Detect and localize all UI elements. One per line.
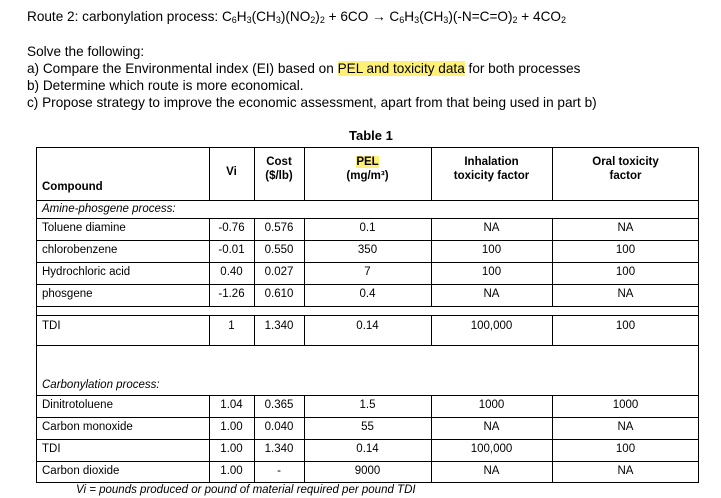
header-inh-line1: Inhalation xyxy=(464,156,519,168)
table-cell-compound: Hydrochloric acid xyxy=(42,266,131,278)
data-table xyxy=(36,147,699,486)
table-cell-compound: Toluene diamine xyxy=(42,222,126,234)
question-a-end: for both processes xyxy=(464,61,581,76)
header-cost-line1: Cost xyxy=(266,156,292,168)
table-cell-cost: 0.550 xyxy=(264,244,294,256)
table-cell-vi: 1.00 xyxy=(220,465,243,477)
table-cell-cost: 1.340 xyxy=(264,443,294,455)
table-cell-vi: -0.76 xyxy=(218,222,245,234)
table-cell-inh: 100 xyxy=(481,244,502,256)
table-cell-oral: 100 xyxy=(615,266,636,278)
table-cell-vi: 0.40 xyxy=(220,266,243,278)
table-cell-pel: 350 xyxy=(357,244,378,256)
row-line xyxy=(36,240,699,241)
table-cell-vi: 1.00 xyxy=(220,421,243,433)
row-line xyxy=(36,306,699,307)
table-cell-vi: 1.04 xyxy=(220,399,243,411)
table-cell-compound: Carbon dioxide xyxy=(42,465,120,477)
header-inh-line2: toxicity factor xyxy=(453,170,530,182)
table-cell-oral: NA xyxy=(617,421,634,433)
table-cell-cost: 0.027 xyxy=(264,266,294,278)
table-cell-cost: 0.576 xyxy=(264,222,294,234)
table-cell-inh: 100,000 xyxy=(470,443,513,455)
table-cell-pel: 0.4 xyxy=(359,288,376,300)
table-cell-inh: NA xyxy=(483,288,500,300)
row-line xyxy=(36,461,699,462)
table-cell-cost: - xyxy=(277,465,281,477)
table-cell-pel: 7 xyxy=(364,266,371,278)
table-cell-vi: -1.26 xyxy=(218,288,245,300)
header-oral xyxy=(552,155,699,183)
table-cell-compound: Dinitrotoluene xyxy=(42,399,113,411)
header-oral-line2: factor xyxy=(609,170,642,182)
question-a xyxy=(27,61,580,76)
row-line xyxy=(36,262,699,263)
table-cell-oral: NA xyxy=(617,288,634,300)
row-line xyxy=(36,200,699,201)
row-line xyxy=(36,218,699,219)
table-cell-oral: NA xyxy=(617,465,634,477)
table-cell-inh: NA xyxy=(483,222,500,234)
header-pel-line2: (mg/m³) xyxy=(346,170,389,182)
row-line xyxy=(36,345,699,346)
table-cell-inh: 100,000 xyxy=(470,320,513,332)
table-cell-vi: 1.00 xyxy=(220,443,243,455)
question-a-text: a) Compare the Environmental index (EI) based on xyxy=(27,61,338,76)
table-cell-cost: 0.365 xyxy=(264,399,294,411)
header-oral-line1: Oral toxicity xyxy=(592,156,659,168)
footnote: Vi = pounds produced or pound of material required per pound TDI xyxy=(76,484,416,496)
table-cell-inh: 100 xyxy=(481,266,502,278)
table-cell-inh: 1000 xyxy=(478,399,505,411)
header-cost-line2: ($/lb) xyxy=(265,170,293,182)
table-cell-vi: -0.01 xyxy=(218,244,245,256)
header-vi: Vi xyxy=(226,166,237,178)
question-c: c) Propose strategy to improve the economic assessment, apart from that being used in part b) xyxy=(27,95,597,110)
header-cost xyxy=(254,155,304,183)
row-line xyxy=(36,439,699,440)
table-cell-pel: 55 xyxy=(361,421,374,433)
table-cell-pel: 9000 xyxy=(354,465,381,477)
table-cell-cost: 1.340 xyxy=(264,320,294,332)
table-cell-inh: NA xyxy=(483,465,500,477)
table-cell-compound: Carbon monoxide xyxy=(42,421,133,433)
table-cell-compound: TDI xyxy=(42,443,61,455)
table-cell-compound: phosgene xyxy=(42,288,93,300)
header-inhalation xyxy=(431,155,552,183)
row-line xyxy=(36,417,699,418)
table-cell-cost: 0.040 xyxy=(264,421,294,433)
table-caption: Table 1 xyxy=(349,128,393,143)
section-carbonylation: Carbonylation process: xyxy=(42,379,160,391)
row-line xyxy=(36,395,699,396)
route-line: Route 2: carbonylation process: $C_6H_3(CH_3)(NO_2)_2 + 6CO \to C_6H_3(CH_3)(-N=C=O)_2 + 4CO_2$ xyxy=(27,9,566,25)
route-prefix: Route 2: carbonylation process: C xyxy=(27,9,232,24)
table-cell-inh: NA xyxy=(483,421,500,433)
table-cell-oral: 100 xyxy=(615,244,636,256)
table-cell-vi: 1 xyxy=(228,320,235,332)
table-cell-pel: 1.5 xyxy=(359,399,376,411)
table-cell-oral: 100 xyxy=(615,443,636,455)
table-cell-compound: TDI xyxy=(42,320,61,332)
table-cell-oral: 100 xyxy=(615,320,636,332)
table-cell-compound: chlorobenzene xyxy=(42,244,118,256)
table-cell-cost: 0.610 xyxy=(264,288,294,300)
header-pel-line1: PEL xyxy=(356,156,379,168)
highlighted-text: PEL and toxicity data xyxy=(337,61,465,76)
header-pel xyxy=(304,155,431,183)
table-cell-pel: 0.14 xyxy=(356,320,379,332)
row-line xyxy=(36,284,699,285)
section-amine-phosgene: Amine-phosgene process: xyxy=(42,203,176,215)
table-cell-pel: 0.1 xyxy=(359,222,376,234)
solve-label: Solve the following: xyxy=(27,44,145,59)
row-line xyxy=(36,315,699,316)
header-compound: Compound xyxy=(42,181,103,193)
table-cell-oral: 1000 xyxy=(612,399,639,411)
question-b: b) Determine which route is more economical. xyxy=(27,78,304,93)
table-cell-oral: NA xyxy=(617,222,634,234)
table-cell-pel: 0.14 xyxy=(356,443,379,455)
